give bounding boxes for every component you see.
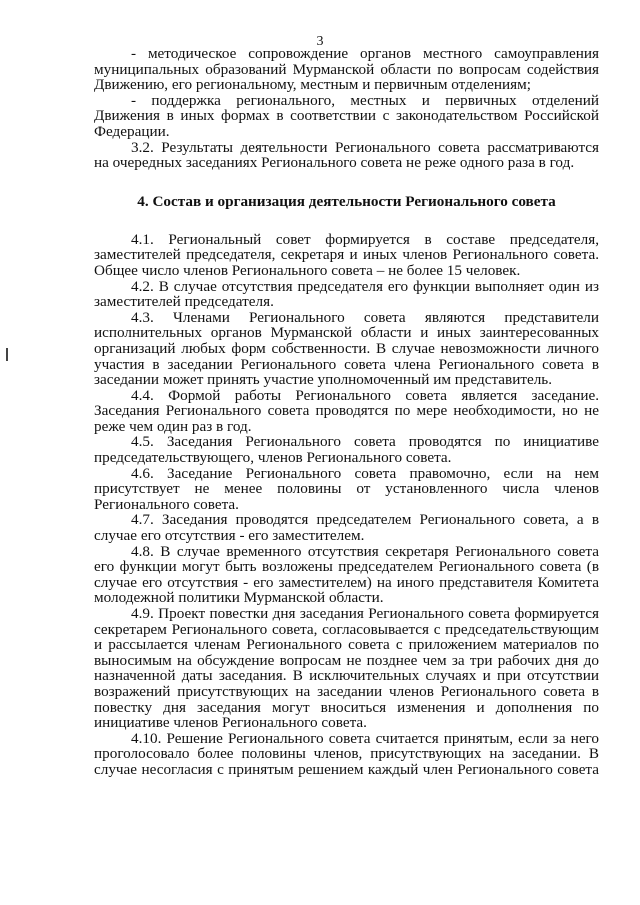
paragraph-4-10: 4.10. Решение Регионального совета считается принятым, если за него проголосовало более половины членов, присутствующих на заседании. В случае несогласия с принятым решением каждый член Регионального совета (94, 729, 599, 778)
paragraph-4-5: 4.5. Заседания Регионального совета проводятся по инициативе председательствующего, членов Регионального совета. (94, 433, 599, 467)
document-body (94, 46, 599, 778)
paragraph-4-3: 4.3. Членами Регионального совета являются представители исполнительных органов Мурманской области и иных заинтересованных организаций любых форм собственности. В случае невозможности личного участия в заседании Регионального совета члена Регионального совета в заседании может принять участие уполномоченный им представитель. (94, 308, 599, 389)
paragraph-4-2: 4.2. В случае отсутствия председателя его функции выполняет один из заместителей председателя. (94, 277, 599, 311)
paragraph-4-4: 4.4. Формой работы Регионального совета является заседание. Заседания Регионального совета проводятся по мере необходимости, но не реже чем один раз в год. (94, 386, 599, 435)
paragraph-methodical-support: - методическое сопровождение органов местного самоуправления муниципальных образований Мурманской области по вопросам содействия Движению, его региональному, местным и первичным отделениям; (94, 45, 599, 94)
paragraph-4-9: 4.9. Проект повестки дня заседания Регионального совета формируется секретарем Регионального совета, согласовывается с председательствующим и рассылается членам Регионального совета с приложением материалов по выносимым на обсуждение вопросам не позднее чем за три рабочих дня до назначенной даты заседания. В исключительных случаях и при отсутствии возражений присутствующих на заседании членов Регионального совета в повестку дня заседания могут вноситься изменения и дополнения по инициативе членов Регионального совета. (94, 605, 599, 732)
paragraph-4-7: 4.7. Заседания проводятся председателем Регионального совета, а в случае его отсутствия - его заместителем. (94, 511, 599, 545)
paragraph-3-2: 3.2. Результаты деятельности Регионального совета рассматриваются на очередных заседаниях Регионального совета не реже одного раза в год. (94, 138, 599, 172)
paragraph-4-1: 4.1. Региональный совет формируется в составе председателя, заместителей председателя, секретаря и иных членов Регионального совета. Общее число членов Регионального совета – не более 15 человек. (94, 230, 599, 279)
margin-mark (6, 348, 8, 361)
paragraph-branch-support: - поддержка регионального, местных и первичных отделений Движения в иных формах в соответствии с законодательством Российской Федерации. (94, 91, 599, 140)
paragraph-4-6: 4.6. Заседание Регионального совета правомочно, если на нем присутствует не менее половины от установленного числа членов Регионального совета. (94, 464, 599, 513)
paragraph-4-8: 4.8. В случае временного отсутствия секретаря Регионального совета его функции могут быть возложены председателем Регионального совета (в случае его отсутствия - его заместителем) на иного представителя Комитета молодежной политики Мурманской области. (94, 542, 599, 607)
page-number: 3 (316, 34, 324, 49)
section-heading: 4. Состав и организация деятельности Регионального совета (137, 192, 556, 210)
